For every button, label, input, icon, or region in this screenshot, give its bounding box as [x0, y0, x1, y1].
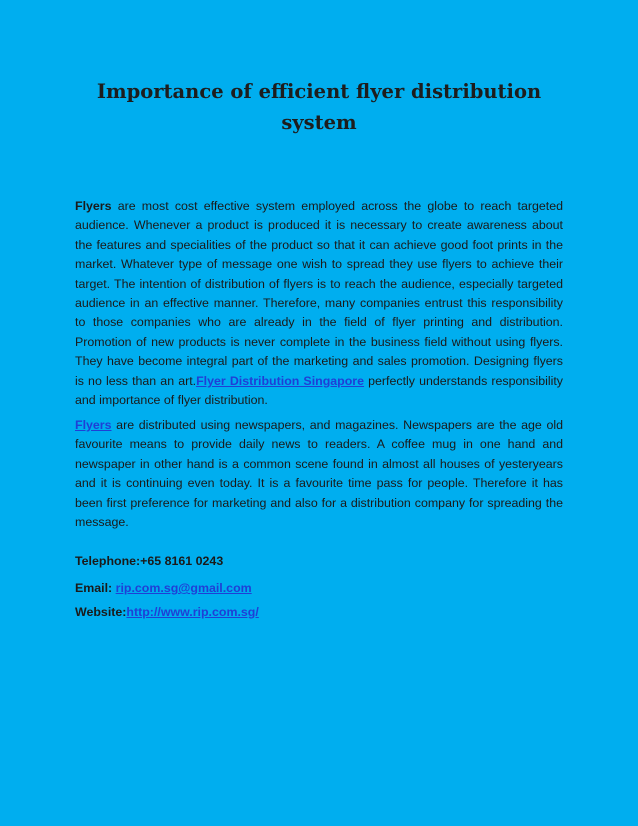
paragraph1-tail: perfectly understands responsibility and importance of flyer distribution. — [75, 373, 563, 408]
paragraph2-text: are distributed using newspapers, and magazines. Newspapers are the age old favourite means to provide daily news to readers. A coffee mug in one hand and newspaper in other hand is a common scene found in almost all houses of yesteryears and it is continuing even today. It is a favourite time pass for people. Therefore it has been first preference for marketing and also for a distribution company for spreading the message. — [75, 418, 563, 530]
website-label: Website: — [75, 605, 127, 619]
paragraph1-text: are most cost effective system employed across the globe to reach targeted audience. Whenever a product is produced it is necessary to create awareness about the features and specialities of the product so that it can achieve good foot prints in the market. Whatever type of message one wish to spread they use flyers to achieve their target. The intention of distribution of flyers is to reach the audience, especially targeted audience in an effective manner. Therefore, many companies entrust this responsibility to those companies who are already in the field of flyer printing and distribution. Promotion of new products is never complete in the business field without using flyers. They have become integral part of the marketing and sales promotion. Designing flyers is no less than an art. — [75, 199, 563, 388]
email-link[interactable]: rip.com.sg@gmail.com — [115, 581, 252, 595]
flyer-distribution-singapore-link[interactable]: Flyer Distribution Singapore — [196, 373, 365, 388]
flyers-link[interactable]: Flyers — [75, 418, 112, 432]
telephone-value: +65 8161 0243 — [140, 554, 224, 568]
telephone-line — [75, 552, 223, 571]
email-line — [75, 579, 252, 598]
email-label: Email: — [75, 581, 116, 595]
document-title: Importance of efficient flyer distribution system — [96, 80, 542, 134]
website-line — [75, 603, 259, 622]
paragraph-flyers-newspapers — [75, 416, 563, 532]
telephone-label: Telephone: — [75, 554, 141, 568]
website-link[interactable]: http://www.rip.com.sg/ — [126, 605, 259, 619]
paragraph-flyers-importance — [75, 197, 563, 410]
paragraph1-lead: Flyers — [75, 199, 112, 213]
